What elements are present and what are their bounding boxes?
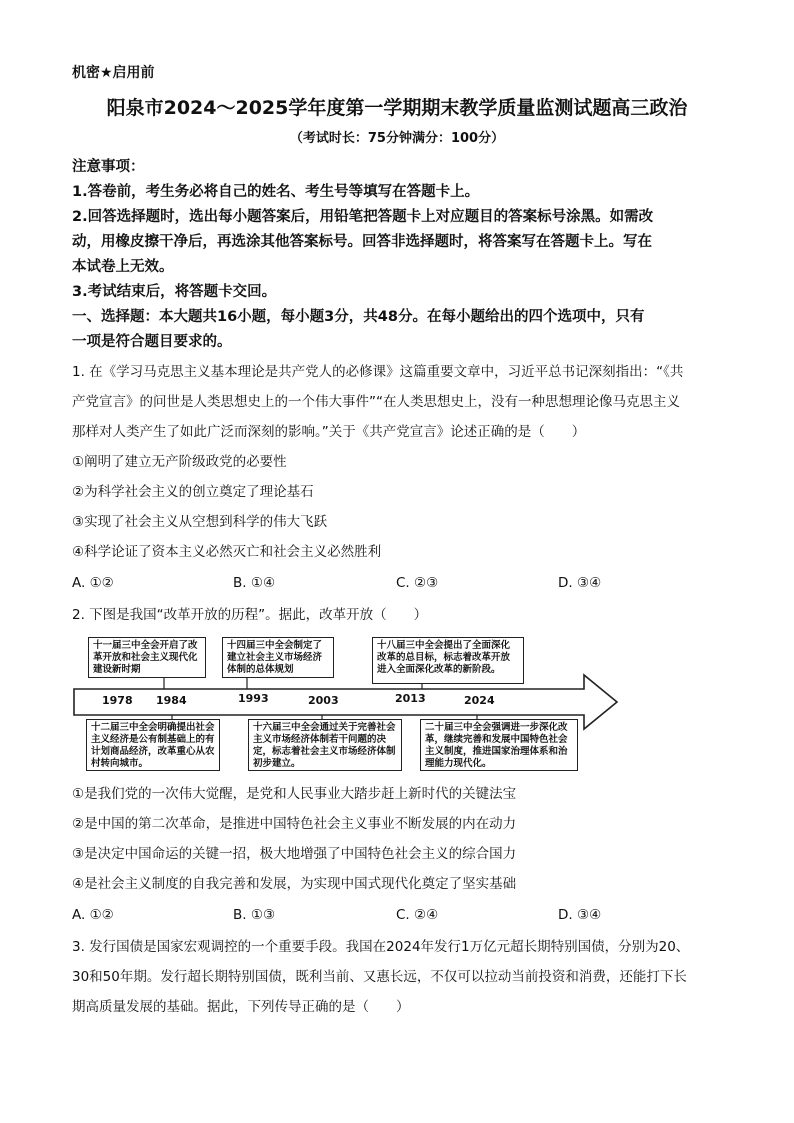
year-label: 2024 bbox=[464, 694, 495, 707]
timeline-event-2013: 十八届三中全会提出了全面深化改革的总目标，标志着改革开放进入全面深化改革的新阶段。 bbox=[372, 637, 524, 684]
q1-option-b[interactable]: B. ①④ bbox=[233, 575, 276, 591]
q1-stem: 那样对人类产生了如此广泛而深刻的影响。”关于《共产党宣言》论述正确的是（ ） bbox=[72, 424, 586, 440]
q1-option-a[interactable]: A. ①② bbox=[72, 575, 114, 591]
section-heading: 一、选择题：本大题共16小题，每小题3分，共48分。在每小题给出的四个选项中，只有 bbox=[72, 309, 645, 325]
q3-stem: 期高质量发展的基础。据此，下列传导正确的是（ ） bbox=[72, 999, 410, 1015]
year-label: 1984 bbox=[156, 694, 187, 707]
q1-option-d[interactable]: D. ③④ bbox=[558, 575, 602, 591]
timeline-event-1993: 十四届三中全会制定了建立社会主义市场经济体制的总体规划 bbox=[222, 637, 334, 678]
q1-item: ①阐明了建立无产阶级政党的必要性 bbox=[72, 454, 287, 470]
exam-title bbox=[0, 95, 794, 121]
notice-line: 本试卷上无效。 bbox=[72, 259, 174, 275]
q2-item: ③是决定中国命运的关键一招，极大地增强了中国特色社会主义的综合国力 bbox=[72, 846, 517, 862]
q2-stem: 2. 下图是我国“改革开放的历程”。据此，改革开放（ ） bbox=[72, 607, 428, 623]
q1-option-c[interactable]: C. ②③ bbox=[396, 575, 439, 591]
notice-line: 1.答卷前，考生务必将自己的姓名、考生号等填写在答题卡上。 bbox=[72, 184, 480, 200]
q2-item: ④是社会主义制度的自我完善和发展，为实现中国式现代化奠定了坚实基础 bbox=[72, 876, 517, 892]
notice-line: 3.考试结束后，将答题卡交回。 bbox=[72, 284, 277, 300]
q2-item: ②是中国的第二次革命，是推进中国特色社会主义事业不断发展的内在动力 bbox=[72, 816, 517, 832]
reform-timeline bbox=[72, 633, 620, 773]
q1-stem: 产党宣言》的问世是人类思想史上的一个伟大事件”“在人类思想史上，没有一种思想理论像马克思主义 bbox=[72, 394, 680, 410]
q2-item: ①是我们党的一次伟大觉醒，是党和人民事业大踏步赶上新时代的关键法宝 bbox=[72, 786, 517, 802]
notice-line: 2.回答选择题时，选出每小题答案后，用铅笔把答题卡上对应题目的答案标号涂黑。如需改 bbox=[72, 209, 654, 225]
timeline-event-1984: 十二届三中全会明确提出社会主义经济是公有制基础上的有计划商品经济，改革重心从农村转向城市。 bbox=[86, 719, 220, 771]
q2-option-c[interactable]: C. ②④ bbox=[396, 907, 439, 923]
timeline-event-1978: 十一届三中全会开启了改革开放和社会主义现代化建设新时期 bbox=[88, 637, 206, 678]
q2-option-a[interactable]: A. ①② bbox=[72, 907, 114, 923]
q1-item: ③实现了社会主义从空想到科学的伟大飞跃 bbox=[72, 514, 328, 530]
q3-stem: 30和50年期。发行超长期特别国债，既利当前、又惠长远，不仅可以拉动当前投资和消费，还能打下长 bbox=[72, 969, 687, 985]
q3-stem: 3. 发行国债是国家宏观调控的一个重要手段。我国在2024年发行1万亿元超长期特别国债，分别为20、 bbox=[72, 939, 690, 955]
year-label: 2003 bbox=[308, 694, 339, 707]
year-label: 2013 bbox=[395, 692, 426, 705]
confidential-label: 机密★启用前 bbox=[72, 65, 155, 81]
q2-option-d[interactable]: D. ③④ bbox=[558, 907, 602, 923]
q2-option-b[interactable]: B. ①③ bbox=[233, 907, 276, 923]
q1-item: ④科学论证了资本主义必然灭亡和社会主义必然胜利 bbox=[72, 544, 382, 560]
notice-heading: 注意事项： bbox=[72, 159, 145, 175]
timeline-event-2024: 二十届三中全会强调进一步深化改革，继续完善和发展中国特色社会主义制度，推进国家治理体系和治理能力现代化。 bbox=[420, 719, 578, 771]
exam-subtitle: （考试时长：75分钟满分：100分） bbox=[289, 131, 505, 146]
exam-title-text: 阳泉市2024～2025学年度第一学期期末教学质量监测试题高三政治 bbox=[106, 97, 688, 119]
section-heading-cont: 一项是符合题目要求的。 bbox=[72, 334, 232, 350]
q1-stem: 1. 在《学习马克思主义基本理论是共产党人的必修课》这篇重要文章中，习近平总书记深刻指出：“《共 bbox=[72, 364, 684, 380]
year-label: 1993 bbox=[238, 692, 269, 705]
notice-line: 动，用橡皮擦干净后，再选涂其他答案标号。回答非选择题时，将答案写在答题卡上。写在 bbox=[72, 234, 652, 250]
year-label: 1978 bbox=[102, 694, 133, 707]
timeline-event-2003: 十六届三中全会通过关于完善社会主义市场经济体制若干问题的决定，标志着社会主义市场经济体制初步建立。 bbox=[248, 719, 402, 771]
q1-item: ②为科学社会主义的创立奠定了理论基石 bbox=[72, 484, 314, 500]
